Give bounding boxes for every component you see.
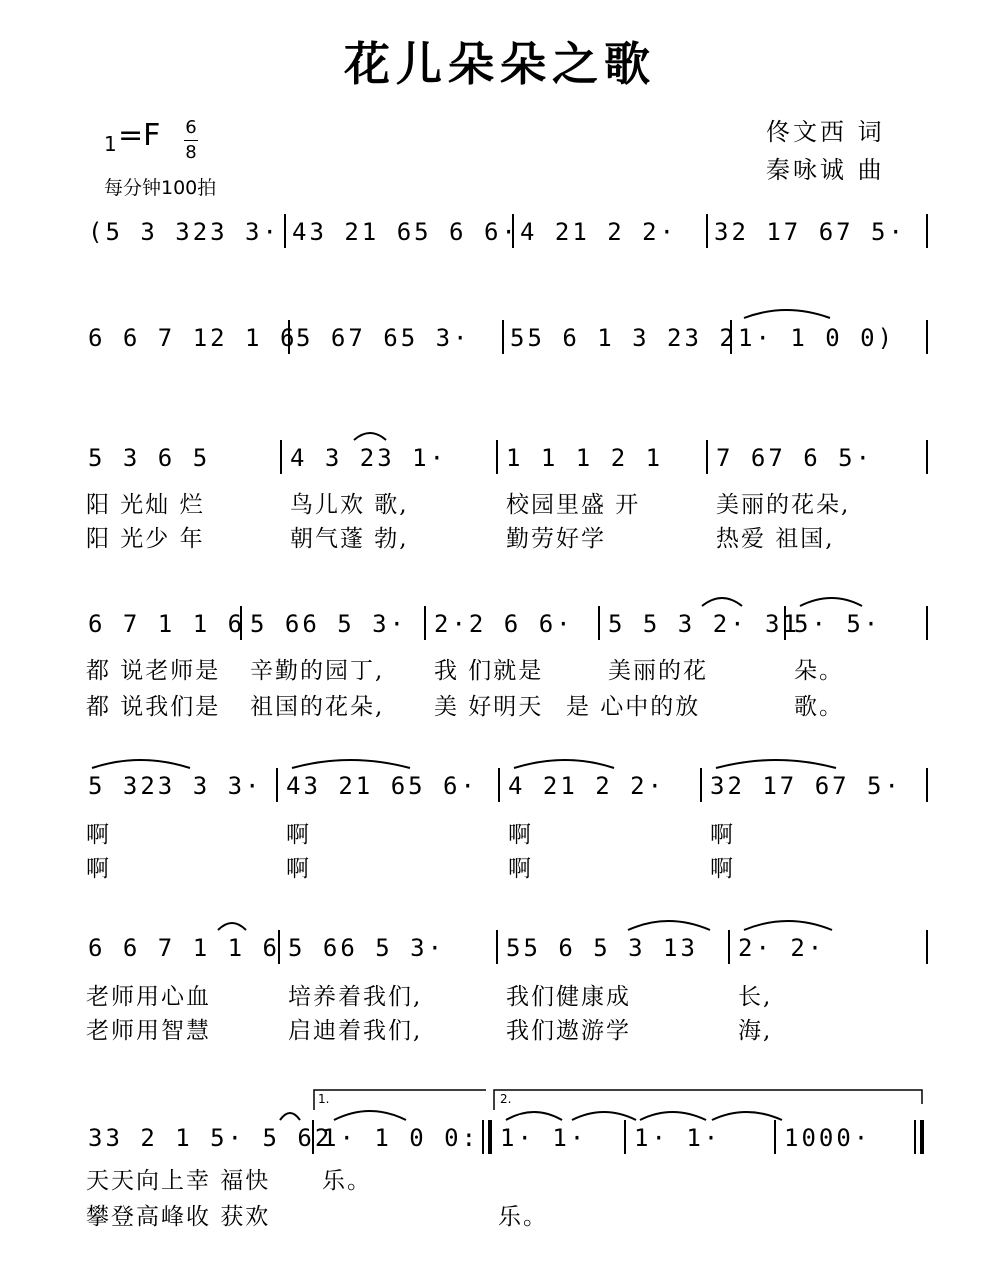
slur [716,760,836,768]
lyric: 朵。 [794,658,844,684]
lyric: 朝气蓬 勃, [290,526,409,552]
lyric: 老师用心血 [86,984,211,1010]
slur [628,921,710,930]
measure: 55 6 1 3 23 2 [510,324,737,352]
lyric: 歌。 [794,694,844,720]
lyric: 乐。 [498,1204,548,1230]
volta-1-label: 1. [318,1092,330,1106]
key-signature: =F [118,118,161,153]
lyric: 海, [738,1018,773,1044]
lyric: 啊 [508,856,533,882]
lyric: 美丽的花朵, [716,492,851,518]
measure: 6 6 7 12 1 6 [88,324,298,352]
lyric: 啊 [86,822,111,848]
lyric: 都 说我们是 [86,694,221,720]
slur [800,598,862,606]
measure: 32 17 67 5· [710,772,902,800]
slur [334,1111,406,1120]
lyric: 阳 光灿 烂 [86,492,205,518]
slur [92,760,190,768]
slur [572,1112,636,1120]
lyric: 啊 [86,856,111,882]
measure: 5 5 3 2· 31 [608,610,800,638]
measure: 43 21 65 6 6· [292,218,519,246]
lyric: 都 说老师是 [86,658,221,684]
measure: 1· 1· [634,1124,722,1152]
lyric: 勤劳好学 [506,526,606,552]
measure: 4 3 23 1· [290,444,448,472]
slur [506,1112,562,1120]
measure: 5 66 5 3· [250,610,408,638]
slur [744,921,832,930]
lyric: 啊 [710,856,735,882]
lyric: 美丽的花 [608,658,708,684]
measure: 1· 1 0 0) [738,324,896,352]
measure: 4 21 2 2· [520,218,678,246]
volta-1-bracket [314,1090,486,1110]
measure: 2· 2· [738,934,826,962]
lyric: 攀登高峰收 获欢 [86,1204,271,1230]
song-title: 花儿朵朵之歌 [344,37,656,91]
lyric: 启迪着我们, [288,1018,423,1044]
slur [640,1112,706,1120]
slur [744,310,830,318]
measure: 1000· [784,1124,872,1152]
volta-2-label: 2. [500,1092,512,1106]
measure: 55 6 5 3 13 [506,934,698,962]
lyric: 长, [738,984,773,1010]
lyric: 热爱 祖国, [716,526,835,552]
key-tonic: 1 [104,132,117,156]
lyric: 祖国的花朵, [250,694,385,720]
slur [702,598,742,606]
measure: 1· 1 0 0: [322,1124,480,1152]
measure: 6 6 7 1 1 6 [88,934,280,962]
measure: 5 67 65 3· [296,324,471,352]
measure: 5 66 5 3· [288,934,446,962]
slur [514,760,614,768]
lyric: 啊 [286,822,311,848]
lyric: 老师用智慧 [86,1018,211,1044]
measure: 1 1 1 2 1 [506,444,664,472]
lyric: 阳 光少 年 [86,526,205,552]
lyric: 是 心中的放 [566,694,701,720]
slur [712,1112,782,1120]
composer-credit: 秦咏诚 曲 [766,156,885,184]
measure: 33 2 1 5· 5 62 [88,1124,333,1152]
slur [354,433,386,440]
lyric: 培养着我们, [288,984,423,1010]
lyric: 我 们就是 [434,658,544,684]
lyricist-credit: 佟文西 词 [766,118,885,146]
lyric: 天天向上幸 福快 [86,1168,271,1194]
tempo-marking: 每分钟100拍 [104,177,217,199]
measure: 4 21 2 2· [508,772,666,800]
measure: 1· 1· [500,1124,588,1152]
slur [218,923,246,930]
measure: 7 67 6 5· [716,444,874,472]
volta-2-bracket [494,1090,922,1110]
measure: 32 17 67 5· [714,218,906,246]
slur [280,1113,300,1120]
lyric: 我们健康成 [506,984,631,1010]
measure: (5 3 323 3· [88,218,280,246]
lyric: 辛勤的园丁, [250,658,385,684]
lyric: 乐。 [322,1168,372,1194]
measure: 5 3 6 5 [88,444,211,472]
lyric: 啊 [286,856,311,882]
time-signature-bottom: 8 [185,142,197,163]
measure: 43 21 65 6· [286,772,478,800]
lyric: 啊 [710,822,735,848]
lyric: 我们遨游学 [506,1018,631,1044]
measure: 2·2 6 6· [434,610,574,638]
slur [292,760,410,768]
lyric: 美 好明天 [434,694,544,720]
measure: 5 323 3 3· [88,772,263,800]
lyric: 啊 [508,822,533,848]
measure: 6 7 1 1 6 [88,610,246,638]
time-signature-top: 6 [185,117,197,138]
measure: 5· 5· [794,610,882,638]
lyric: 校园里盛 开 [506,492,641,518]
lyric: 鸟儿欢 歌, [290,492,409,518]
